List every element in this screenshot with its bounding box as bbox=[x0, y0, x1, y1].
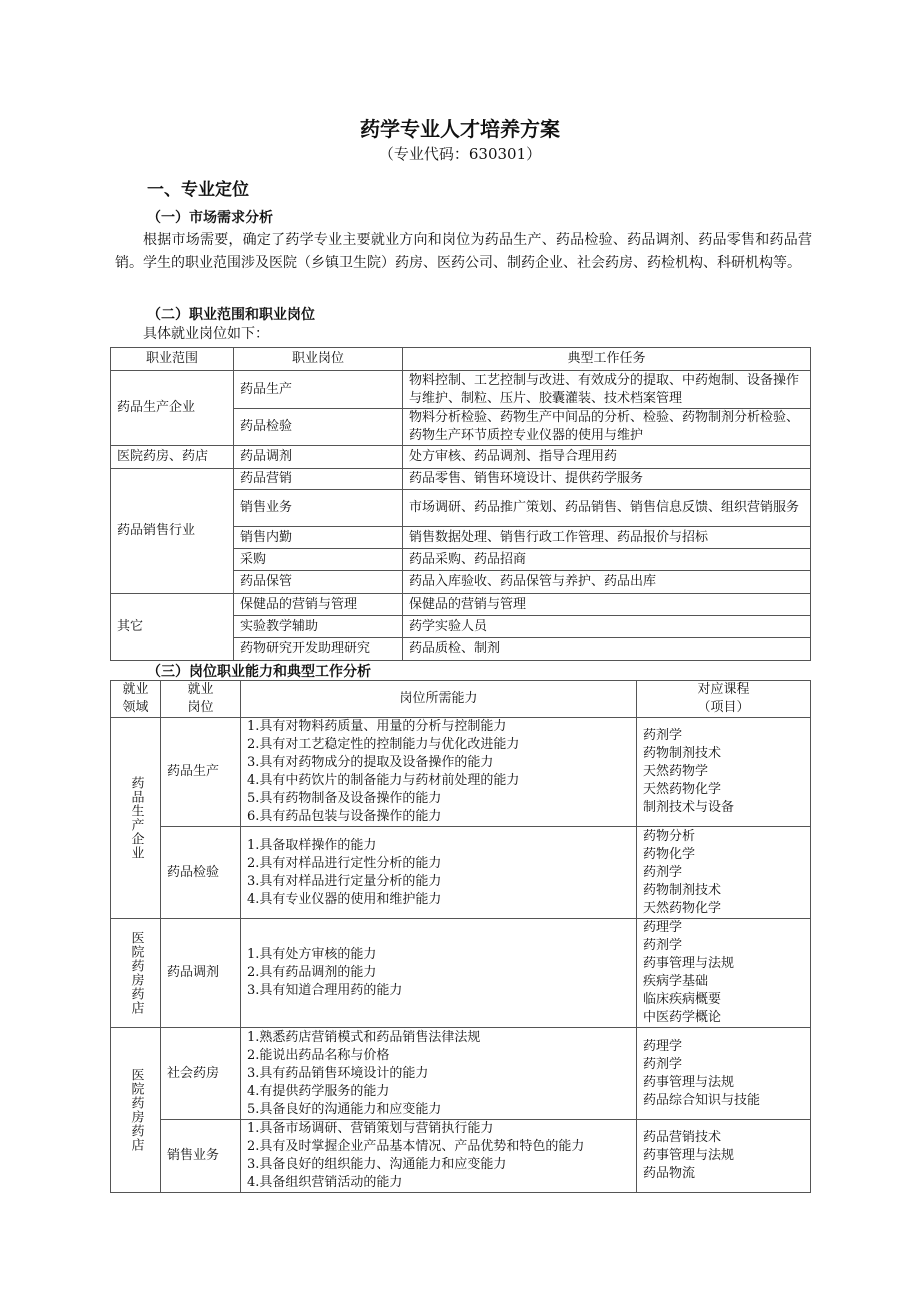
post-cell: 药品调剂 bbox=[234, 446, 403, 469]
course-item: 天然药物化学 bbox=[643, 900, 722, 916]
courses-cell bbox=[637, 718, 811, 827]
course-item: 药物制剂技术 bbox=[643, 746, 722, 761]
post-cell: 药品检验 bbox=[234, 409, 403, 446]
ability-item: 1.具备市场调研、营销策划与营销执行能力 bbox=[247, 1121, 494, 1136]
course-item: 药剂学 bbox=[643, 938, 683, 953]
task-cell: 药品零售、销售环境设计、提供药学服务 bbox=[403, 469, 811, 490]
course-item: 中医药学概论 bbox=[643, 1010, 722, 1025]
header-cell: 岗位所需能力 bbox=[241, 681, 637, 718]
table-row bbox=[111, 594, 811, 616]
task-cell: 销售数据处理、销售行政工作管理、药品报价与招标 bbox=[403, 527, 811, 549]
ability-item: 2.能说出药品名称与价格 bbox=[247, 1047, 390, 1063]
task-cell: 市场调研、药品推广策划、药品销售、销售信息反馈、组织营销服务 bbox=[403, 490, 811, 527]
ability-analysis-table bbox=[110, 680, 811, 1193]
post-cell: 销售业务 bbox=[161, 1120, 241, 1193]
course-item: 药物化学 bbox=[643, 846, 696, 862]
abilities-cell bbox=[241, 1028, 637, 1120]
table-row bbox=[111, 469, 811, 490]
task-cell: 药学实验人员 bbox=[403, 616, 811, 638]
subsection-heading: （一）市场需求分析 bbox=[147, 210, 273, 226]
paragraph: 根据市场需要，确定了药学专业主要就业方向和岗位为药品生产、药品检验、药品调剂、药品零售和药品营销。学生的职业范围涉及医院（乡镇卫生院）药房、医药公司、制药企业、社会药房、药检机构、科研机构等。 bbox=[115, 232, 812, 271]
course-item: 药品综合知识与技能 bbox=[643, 1092, 761, 1108]
post-cell: 销售业务 bbox=[234, 490, 403, 527]
ability-item: 4.有提供药学服务的能力 bbox=[247, 1083, 390, 1099]
subsection-heading: （三）岗位职业能力和典型工作分析 bbox=[147, 664, 371, 680]
table-row bbox=[111, 827, 811, 919]
task-cell: 药品采购、药品招商 bbox=[403, 549, 811, 571]
course-item: 药事管理与法规 bbox=[643, 956, 735, 971]
group-cell: 药品销售行业 bbox=[111, 469, 234, 594]
header-line: 对应课程 bbox=[697, 682, 750, 697]
abilities-cell bbox=[241, 1120, 637, 1193]
course-item: 天然药物化学 bbox=[643, 782, 722, 797]
job-scope-table bbox=[110, 347, 811, 661]
course-item: 药理学 bbox=[643, 1038, 683, 1054]
post-cell: 实验教学辅助 bbox=[234, 616, 403, 638]
task-cell: 药品质检、制剂 bbox=[403, 638, 811, 661]
ability-item: 3.具有药品销售环境设计的能力 bbox=[247, 1065, 429, 1081]
ability-item: 3.具有对药物成分的提取及设备操作的能力 bbox=[247, 755, 494, 770]
table-row bbox=[111, 1120, 811, 1193]
abilities-cell bbox=[241, 827, 637, 919]
course-item: 制剂技术与设备 bbox=[643, 800, 735, 815]
table-header-row bbox=[111, 348, 811, 371]
table-row bbox=[111, 446, 811, 469]
ability-item: 5.具有药物制备及设备操作的能力 bbox=[247, 791, 442, 806]
header-cell: 职业范围 bbox=[111, 348, 234, 371]
task-cell: 保健品的营销与管理 bbox=[403, 594, 811, 616]
task-cell: 处方审核、药品调剂、指导合理用药 bbox=[403, 446, 811, 469]
ability-item: 4.具有专业仪器的使用和维护能力 bbox=[247, 891, 442, 907]
course-item: 药剂学 bbox=[643, 1056, 683, 1072]
course-item: 药物制剂技术 bbox=[643, 882, 722, 898]
course-item: 临床疾病概要 bbox=[643, 992, 722, 1007]
section-heading: 一、专业定位 bbox=[147, 180, 249, 200]
header-cell bbox=[637, 681, 811, 718]
document-subtitle: （专业代码：630301） bbox=[378, 145, 542, 163]
course-item: 药品营销技术 bbox=[643, 1130, 722, 1145]
document-title: 药学专业人才培养方案 bbox=[360, 117, 560, 141]
course-item: 药品物流 bbox=[643, 1166, 696, 1181]
post-cell: 保健品的营销与管理 bbox=[234, 594, 403, 616]
course-item: 疾病学基础 bbox=[643, 974, 709, 989]
subsection-heading: （二）职业范围和职业岗位 bbox=[147, 307, 315, 323]
table-header-row bbox=[111, 681, 811, 718]
table-row bbox=[111, 718, 811, 827]
course-item: 药事管理与法规 bbox=[643, 1148, 735, 1163]
header-line: 就业 bbox=[122, 682, 149, 697]
abilities-cell bbox=[241, 718, 637, 827]
courses-cell bbox=[637, 1120, 811, 1193]
ability-item: 4.具有中药饮片的制备能力与药材前处理的能力 bbox=[247, 773, 520, 788]
ability-item: 1.熟悉药店营销模式和药品销售法律法规 bbox=[247, 1029, 481, 1045]
group-cell: 医院药房、药店 bbox=[111, 446, 234, 469]
ability-item: 3.具有对样品进行定量分析的能力 bbox=[247, 873, 442, 889]
group-cell: 其它 bbox=[111, 594, 234, 661]
post-cell: 药品保管 bbox=[234, 571, 403, 594]
task-cell: 物料分析检验、药物生产中间品的分析、检验、药物制剂分析检验、药物生产环节质控专业仪器的使用与维护 bbox=[403, 409, 811, 446]
course-item: 天然药物学 bbox=[643, 764, 709, 779]
header-cell: 典型工作任务 bbox=[403, 348, 811, 371]
post-cell: 药品生产 bbox=[161, 718, 241, 827]
post-cell: 采购 bbox=[234, 549, 403, 571]
post-cell: 药品生产 bbox=[234, 371, 403, 409]
ability-item: 5.具备良好的沟通能力和应变能力 bbox=[247, 1101, 442, 1117]
ability-item: 6.具有药品包装与设备操作的能力 bbox=[247, 809, 442, 824]
header-cell bbox=[111, 681, 161, 718]
header-line: 领域 bbox=[122, 700, 149, 715]
table-row bbox=[111, 1028, 811, 1120]
domain-cell: 药品生产企业 bbox=[111, 718, 161, 919]
header-cell: 职业岗位 bbox=[234, 348, 403, 371]
task-cell: 药品入库验收、药品保管与养护、药品出库 bbox=[403, 571, 811, 594]
course-item: 药剂学 bbox=[643, 864, 683, 880]
table-row bbox=[111, 371, 811, 409]
course-item: 药剂学 bbox=[643, 728, 683, 743]
intro-text: 具体就业岗位如下： bbox=[143, 326, 269, 342]
post-cell: 药品营销 bbox=[234, 469, 403, 490]
ability-item: 1.具有对物料药质量、用量的分析与控制能力 bbox=[247, 719, 507, 734]
ability-item: 2.具有对样品进行定性分析的能力 bbox=[247, 855, 442, 871]
header-line: 岗位 bbox=[187, 700, 214, 715]
ability-item: 3.具备良好的组织能力、沟通能力和应变能力 bbox=[247, 1157, 507, 1172]
post-cell: 药物研究开发助理研究 bbox=[234, 638, 403, 661]
post-cell: 销售内勤 bbox=[234, 527, 403, 549]
ability-item: 1.具有处方审核的能力 bbox=[247, 947, 377, 962]
ability-item: 4.具备组织营销活动的能力 bbox=[247, 1175, 403, 1190]
table-row bbox=[111, 919, 811, 1028]
domain-cell: 医院药房药店 bbox=[111, 1028, 161, 1193]
courses-cell bbox=[637, 1028, 811, 1120]
group-cell: 药品生产企业 bbox=[111, 371, 234, 446]
course-item: 药事管理与法规 bbox=[643, 1074, 735, 1090]
ability-item: 2.具有及时掌握企业产品基本情况、产品优势和特色的能力 bbox=[247, 1139, 585, 1154]
post-cell: 药品调剂 bbox=[161, 919, 241, 1028]
header-line: 就业 bbox=[187, 682, 214, 697]
post-cell: 药品检验 bbox=[161, 827, 241, 919]
header-cell bbox=[161, 681, 241, 718]
courses-cell bbox=[637, 919, 811, 1028]
ability-item: 2.具有药品调剂的能力 bbox=[247, 965, 377, 980]
domain-cell: 医院药房药店 bbox=[111, 919, 161, 1028]
ability-item: 3.具有知道合理用药的能力 bbox=[247, 983, 403, 998]
course-item: 药理学 bbox=[643, 920, 683, 935]
courses-cell bbox=[637, 827, 811, 919]
post-cell: 社会药房 bbox=[161, 1028, 241, 1120]
abilities-cell bbox=[241, 919, 637, 1028]
ability-item: 2.具有对工艺稳定性的控制能力与优化改进能力 bbox=[247, 737, 520, 752]
header-line: （项目） bbox=[697, 700, 750, 715]
course-item: 药物分析 bbox=[643, 828, 696, 844]
task-cell: 物料控制、工艺控制与改进、有效成分的提取、中药炮制、设备操作与维护、制粒、压片、胶囊灌装、技术档案管理 bbox=[403, 371, 811, 409]
ability-item: 1.具备取样操作的能力 bbox=[247, 837, 377, 853]
